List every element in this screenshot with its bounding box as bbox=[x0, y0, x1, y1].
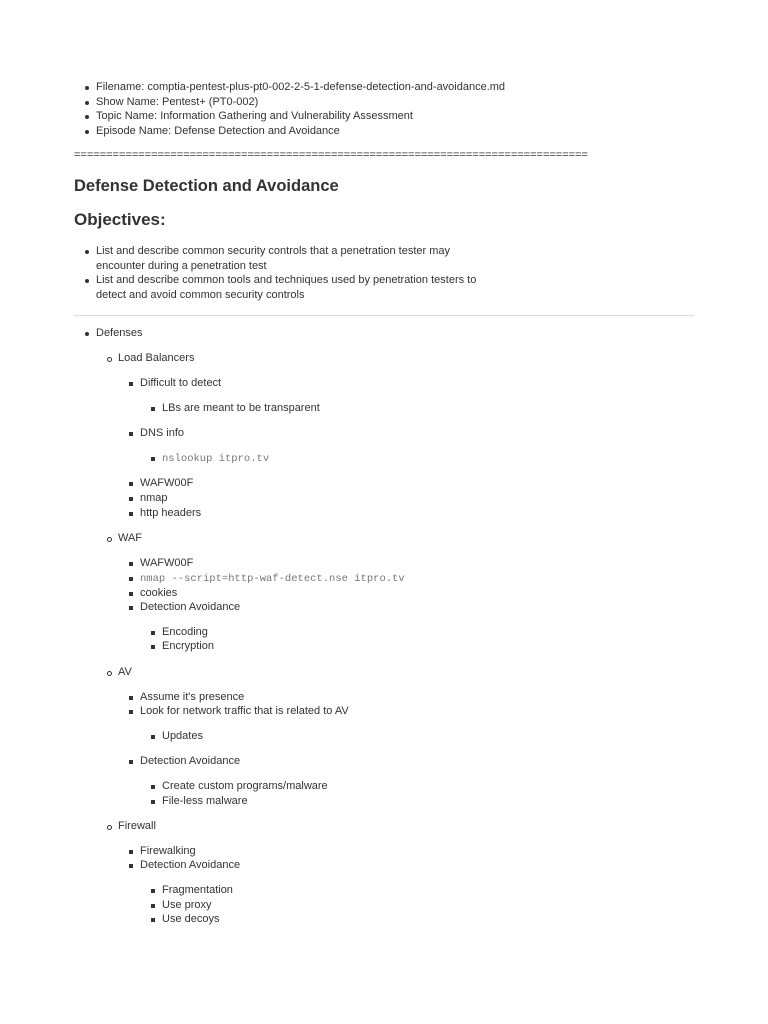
bullet-square-icon bbox=[129, 864, 133, 868]
bullet-square-icon bbox=[151, 645, 155, 649]
bullet-square-icon bbox=[129, 760, 133, 764]
outline-difficult-to-detect: Difficult to detect bbox=[140, 376, 221, 391]
outline-encryption: Encryption bbox=[162, 639, 214, 654]
outline-fragmentation: Fragmentation bbox=[162, 883, 233, 898]
bullet-square-icon bbox=[151, 735, 155, 739]
bullet-square-icon bbox=[129, 606, 133, 610]
horizontal-divider bbox=[74, 315, 694, 316]
bullet-square-icon bbox=[129, 497, 133, 501]
outline-dns-info: DNS info bbox=[140, 426, 184, 441]
outline-av-detection-avoidance: Detection Avoidance bbox=[140, 754, 240, 769]
metadata-filename: Filename: comptia-pentest-plus-pt0-002-2-5-1-defense-detection-and-avoidance.md bbox=[96, 80, 736, 95]
outline-encoding: Encoding bbox=[162, 625, 208, 640]
bullet-square-icon bbox=[129, 562, 133, 566]
bullet-square-icon bbox=[129, 577, 133, 581]
bullet-square-icon bbox=[151, 785, 155, 789]
outline-lb-wafw00f: WAFW00F bbox=[140, 476, 193, 491]
outline-waf-wafw00f: WAFW00F bbox=[140, 556, 193, 571]
outline-defenses: Defenses bbox=[96, 326, 142, 341]
bullet-square-icon bbox=[129, 696, 133, 700]
bullet-square-icon bbox=[151, 631, 155, 635]
metadata-episode-name: Episode Name: Defense Detection and Avoidance bbox=[96, 124, 736, 139]
bullet-circle-icon bbox=[107, 357, 112, 362]
outline-nslookup-command: nslookup itpro.tv bbox=[162, 451, 269, 467]
bullet-disc-icon bbox=[85, 130, 89, 134]
bullet-circle-icon bbox=[107, 825, 112, 830]
outline-nmap-waf-command: nmap --script=http-waf-detect.nse itpro.tv bbox=[140, 571, 405, 587]
outline-custom-programs: Create custom programs/malware bbox=[162, 779, 328, 794]
bullet-square-icon bbox=[129, 592, 133, 596]
bullet-disc-icon bbox=[85, 115, 89, 119]
bullet-square-icon bbox=[129, 382, 133, 386]
page-title: Defense Detection and Avoidance bbox=[74, 177, 339, 195]
outline-look-for-traffic: Look for network traffic that is related to AV bbox=[140, 704, 349, 719]
outline-firewalking: Firewalking bbox=[140, 844, 196, 859]
objective-item: List and describe common tools and techniques used by penetration testers to detect and avoid common security controls bbox=[96, 273, 496, 302]
objectives-list bbox=[96, 244, 496, 302]
metadata-list bbox=[96, 80, 736, 138]
bullet-disc-icon bbox=[85, 250, 89, 254]
outline-fileless-malware: File-less malware bbox=[162, 794, 248, 809]
bullet-disc-icon bbox=[85, 101, 89, 105]
outline-firewall-detection-avoidance: Detection Avoidance bbox=[140, 858, 240, 873]
outline-lb-nmap: nmap bbox=[140, 491, 168, 506]
outline-firewall: Firewall bbox=[118, 819, 156, 834]
metadata-show-name: Show Name: Pentest+ (PT0-002) bbox=[96, 95, 736, 110]
separator-line: ================================================================================ bbox=[74, 149, 588, 161]
outline-http-headers: http headers bbox=[140, 506, 201, 521]
outline-use-proxy: Use proxy bbox=[162, 898, 212, 913]
bullet-square-icon bbox=[129, 482, 133, 486]
objective-item: List and describe common security controls that a penetration tester may encounter during a penetration test bbox=[96, 244, 496, 273]
bullet-disc-icon bbox=[85, 279, 89, 283]
bullet-disc-icon bbox=[85, 332, 89, 336]
outline-cookies: cookies bbox=[140, 586, 177, 601]
bullet-square-icon bbox=[151, 918, 155, 922]
outline-waf: WAF bbox=[118, 531, 142, 546]
bullet-square-icon bbox=[129, 710, 133, 714]
bullet-circle-icon bbox=[107, 671, 112, 676]
bullet-square-icon bbox=[151, 800, 155, 804]
bullet-circle-icon bbox=[107, 537, 112, 542]
outline-use-decoys: Use decoys bbox=[162, 912, 219, 927]
outline-av: AV bbox=[118, 665, 132, 680]
bullet-square-icon bbox=[129, 432, 133, 436]
objectives-heading: Objectives: bbox=[74, 210, 166, 229]
bullet-square-icon bbox=[129, 850, 133, 854]
outline-load-balancers: Load Balancers bbox=[118, 351, 194, 366]
bullet-square-icon bbox=[151, 457, 155, 461]
outline-updates: Updates bbox=[162, 729, 203, 744]
bullet-disc-icon bbox=[85, 86, 89, 90]
bullet-square-icon bbox=[151, 904, 155, 908]
bullet-square-icon bbox=[151, 407, 155, 411]
metadata-topic-name: Topic Name: Information Gathering and Vulnerability Assessment bbox=[96, 109, 736, 124]
outline-waf-detection-avoidance: Detection Avoidance bbox=[140, 600, 240, 615]
bullet-square-icon bbox=[151, 889, 155, 893]
outline-lbs-transparent: LBs are meant to be transparent bbox=[162, 401, 320, 416]
bullet-square-icon bbox=[129, 512, 133, 516]
outline-assume-presence: Assume it's presence bbox=[140, 690, 244, 705]
